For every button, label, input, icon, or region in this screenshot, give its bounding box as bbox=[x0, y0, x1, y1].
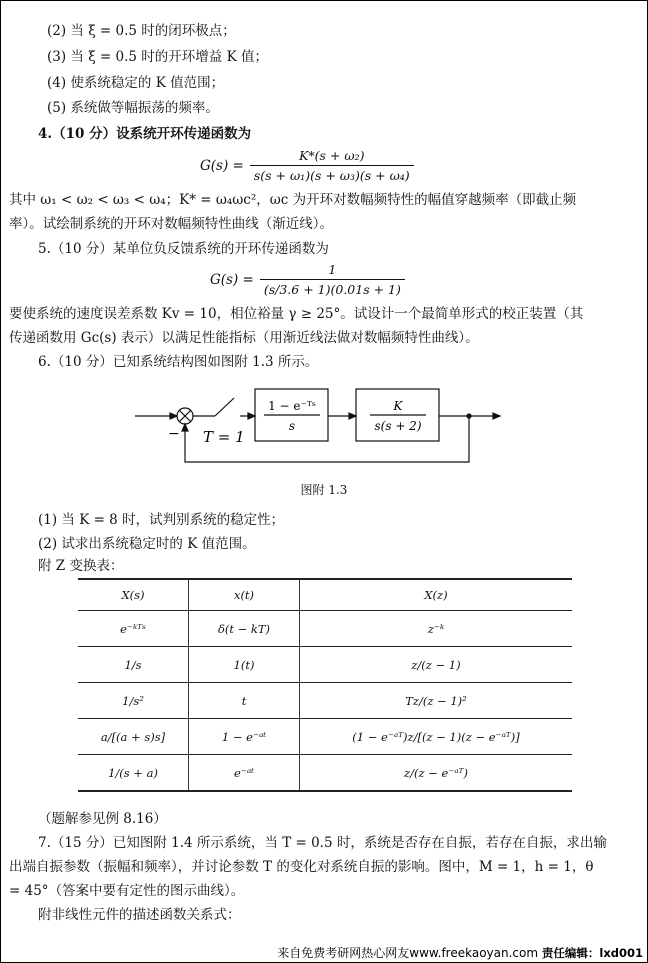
q7-line-2: 出端自振参数（振幅和频率），并讨论参数 T 的变化对系统自振的影响。图中，M = 1，h = 1，θ bbox=[9, 859, 594, 875]
feedback-arrow bbox=[182, 424, 188, 431]
q5-text-2: 传递函数用 Gc(s) 表示）以满足性能指标（用渐近线法做对数幅频特性曲线）。 bbox=[9, 330, 479, 346]
header-xz: X(z) bbox=[300, 579, 573, 611]
q5-denominator: (s/3.6 + 1)(0.01s + 1) bbox=[260, 279, 405, 297]
block-diagram bbox=[0, 360, 648, 480]
cell-xs: 1/s² bbox=[78, 683, 189, 719]
plant-numerator: K bbox=[393, 399, 403, 413]
zoh-numerator: 1 − e⁻ᵀˢ bbox=[268, 399, 316, 413]
cell-xz: z/(z − 1) bbox=[300, 647, 573, 683]
cell-xt: t bbox=[189, 683, 300, 719]
cell-xt: 1 − e⁻ᵃᵗ bbox=[189, 719, 300, 755]
cell-xz: (1 − e⁻ᵃᵀ)z/[(z − 1)(z − e⁻ᵃᵀ)] bbox=[300, 719, 573, 755]
q6-sub-2: (2) 试求出系统稳定时的 K 值范围。 bbox=[38, 536, 256, 552]
q4-numerator: K*(s + ω₂) bbox=[299, 148, 365, 163]
input-arrow bbox=[170, 413, 177, 419]
solution-reference: （题解参见例 8.16） bbox=[38, 811, 167, 827]
q5-fraction bbox=[260, 262, 405, 297]
sampler-arrow bbox=[248, 413, 255, 419]
cell-xt: δ(t − kT) bbox=[189, 611, 300, 647]
q7-line-3: = 45°（答案中要有定性的图示曲线）。 bbox=[9, 883, 245, 899]
cell-xz: z/(z − e⁻ᵃᵀ) bbox=[300, 755, 573, 792]
q5-formula-lhs: G(s) = bbox=[210, 271, 254, 288]
q4-formula-lhs: G(s) = bbox=[200, 157, 244, 174]
q4-text-2: 率）。试绘制系统的开环对数幅频特性曲线（渐近线）。 bbox=[9, 216, 333, 232]
q4-formula bbox=[200, 148, 414, 183]
q6-sub-1: (1) 当 K = 8 时，试判别系统的稳定性； bbox=[38, 512, 285, 528]
table-row bbox=[78, 611, 572, 647]
q4-heading: 4.（10 分）设系统开环传递函数为 bbox=[38, 126, 252, 142]
footer-source: 来自免费考研网热心网友www.freekaoyan.com bbox=[277, 946, 539, 960]
connector-arrow bbox=[349, 413, 356, 419]
q5-text-1: 要使系统的速度误差系数 Kv = 10，相位裕量 γ ≥ 25°。试设计一个最简单形式的校正装置（其 bbox=[9, 306, 584, 322]
header-xt: x(t) bbox=[189, 579, 300, 611]
cell-xz: Tz/(z − 1)² bbox=[300, 683, 573, 719]
table-row bbox=[78, 755, 572, 792]
figure-caption: 图附 1.3 bbox=[300, 483, 348, 497]
cell-xs: e⁻ᵏᵀˢ bbox=[78, 611, 189, 647]
table-row bbox=[78, 683, 572, 719]
output-arrow bbox=[493, 413, 500, 419]
z-transform-table bbox=[78, 578, 572, 792]
z-table-title: 附 Z 变换表： bbox=[38, 558, 124, 574]
q4-denominator: s(s + ω₁)(s + ω₃)(s + ω₄) bbox=[250, 165, 414, 183]
q3-item-3: (3) 当 ξ = 0.5 时的开环增益 K 值； bbox=[47, 49, 268, 65]
q5-numerator: 1 bbox=[328, 262, 337, 277]
q7-line-1: 7.（15 分）已知图附 1.4 所示系统，当 T = 0.5 时，系统是否存在自振，若存在自振，求出输 bbox=[38, 835, 607, 851]
cell-xt: e⁻ᵃᵗ bbox=[189, 755, 300, 792]
sampler-switch bbox=[215, 398, 234, 416]
q3-item-2: (2) 当 ξ = 0.5 时的闭环极点； bbox=[47, 23, 236, 39]
table-row bbox=[78, 647, 572, 683]
q6-heading: 6.（10 分）已知系统结构图如图附 1.3 所示。 bbox=[38, 354, 319, 370]
zoh-denominator: s bbox=[288, 419, 296, 433]
table-row bbox=[78, 719, 572, 755]
feedback-sign: − bbox=[168, 426, 180, 442]
plant-denominator: s(s + 2) bbox=[374, 419, 422, 433]
q5-heading: 5.（10 分）某单位负反馈系统的开环传递函数为 bbox=[38, 241, 329, 257]
footer-editor: 责任编辑：lxd001 bbox=[541, 946, 643, 960]
q5-formula bbox=[210, 262, 405, 297]
cell-xs: 1/(s + a) bbox=[78, 755, 189, 792]
cell-xs: a/[(a + s)s] bbox=[78, 719, 189, 755]
cell-xz: z⁻ᵏ bbox=[300, 611, 573, 647]
q7-line-4: 附非线性元件的描述函数关系式： bbox=[38, 907, 241, 923]
q4-text-1: 其中 ω₁ < ω₂ < ω₃ < ω₄；K* = ω₄ωc²，ωc 为开环对数幅频特性的幅值穿越频率（即截止频 bbox=[9, 192, 577, 208]
header-xs: X(s) bbox=[78, 579, 189, 611]
q3-item-4: (4) 使系统稳定的 K 值范围； bbox=[47, 75, 225, 91]
cell-xt: 1(t) bbox=[189, 647, 300, 683]
sampler-label: T = 1 bbox=[203, 428, 245, 446]
footer-watermark bbox=[277, 944, 643, 961]
q4-fraction bbox=[250, 148, 414, 183]
q3-item-5: (5) 系统做等幅振荡的频率。 bbox=[47, 100, 219, 116]
table-header-row bbox=[78, 579, 572, 611]
cell-xs: 1/s bbox=[78, 647, 189, 683]
